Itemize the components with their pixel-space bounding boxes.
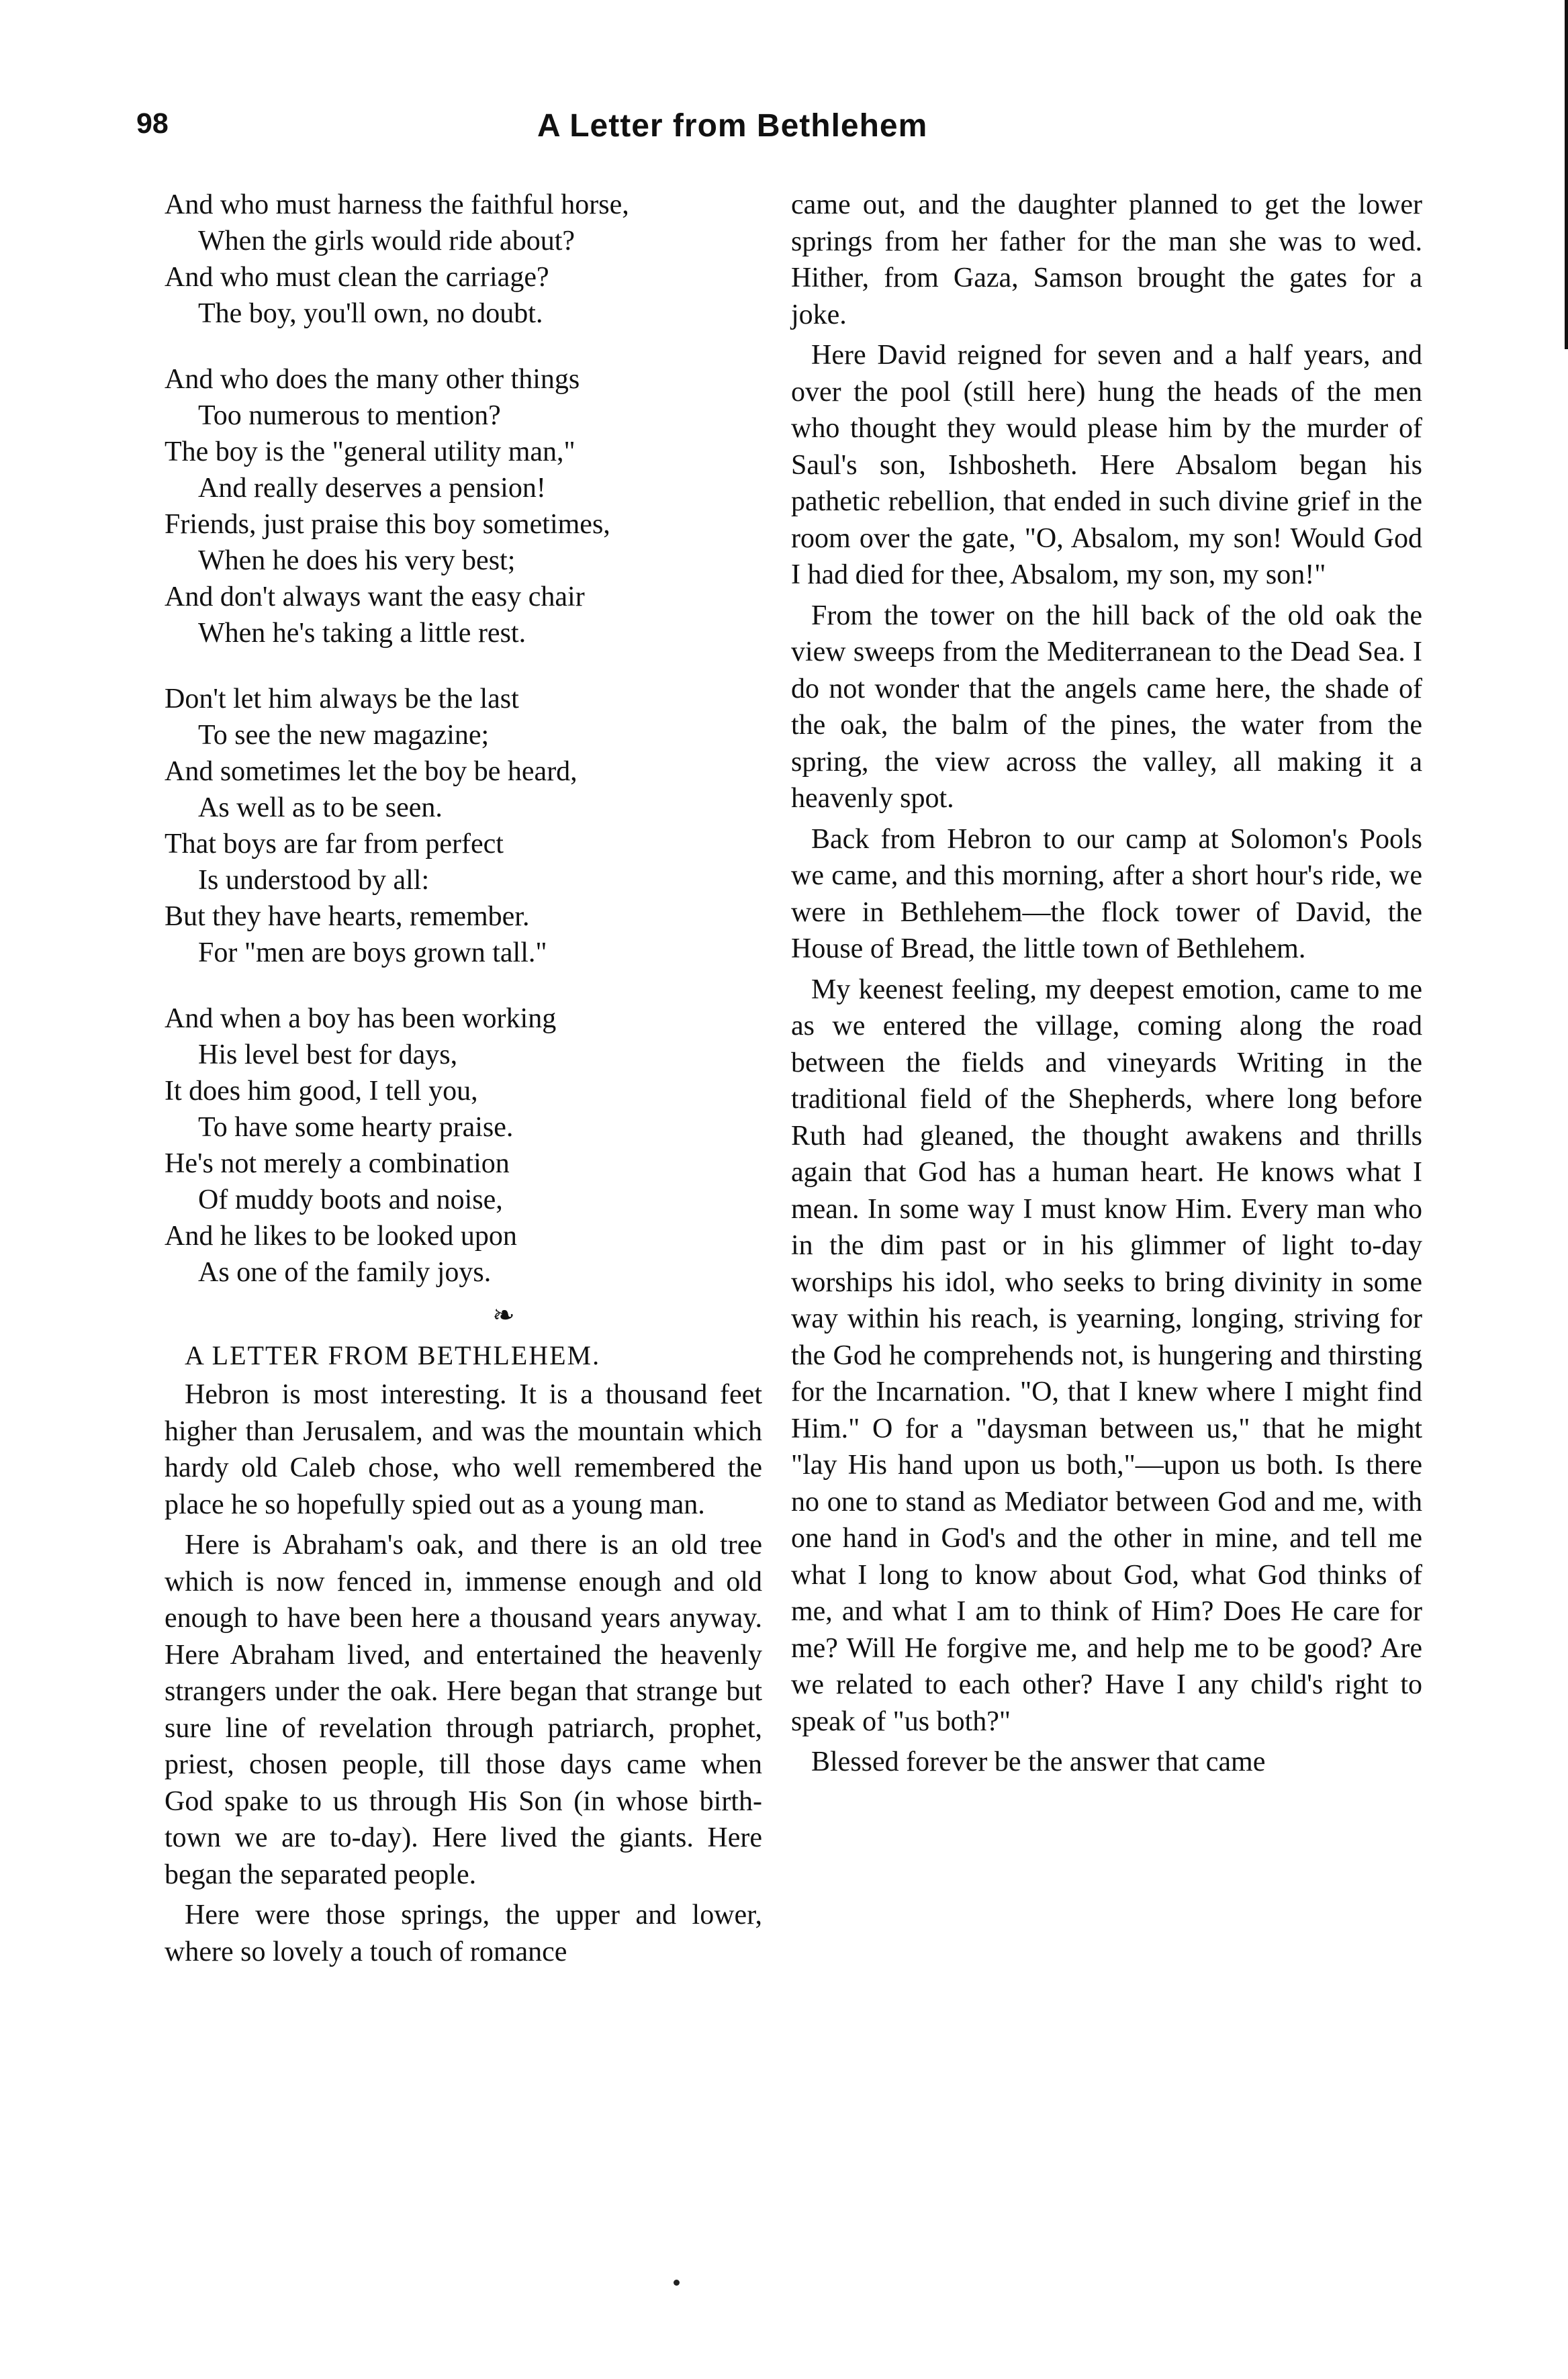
scan-edge-divider [1565,0,1568,349]
left-column [165,187,762,1974]
poem-line: Is understood by all: [198,865,430,896]
article-paragraph: Blessed forever be the answer that came [811,1746,1266,1777]
poem-line: And don't always want the easy chair [165,581,585,612]
poem-line: As one of the family joys. [198,1257,492,1288]
poem-line: The boy, you'll own, no doubt. [198,298,543,329]
article-title: A LETTER FROM BETHLEHEM. [185,1340,601,1370]
poem-stanza [165,187,762,332]
poem-line: As well as to be seen. [198,792,443,823]
poem-line: To have some hearty praise. [198,1112,514,1143]
poem-line: For "men are boys grown tall." [198,937,547,968]
running-title: A Letter from Bethlehem [537,108,928,144]
article-paragraph: Here David reigned for seven and a half years, and over the pool (still here) hung the heads of the men who thought they would please him by the murder of Saul's son, Ishbosheth. Here Absalom began his pathetic rebellion, that ended in such divine grief in the room over the gate, "O, Absalom, my son! Would God I had died for thee, Absalom, my son, my son!" [791,340,1422,590]
article-paragraph: Here is Abraham's oak, and there is an old tree which is now fenced in, immense enough and old enough to have been here a thousand years anyway. Here Abraham lived, and entertained the heavenly strangers under the oak. Here began that strange but sure line of revelation through patriarch, prophet, priest, chosen people, till those days came when God spake to us through His Son (in whose birth-town we are to-day). Here lived the giants. Here began the separated people. [165,1530,762,1890]
article-paragraph: came out, and the daughter planned to get the lower springs from her father for the man she was to wed. Hither, from Gaza, Samson brought the gates for a joke. [791,189,1422,330]
poem-stanza [165,1000,762,1291]
poem-line: His level best for days, [198,1039,458,1070]
poem-line: And really deserves a pension! [198,473,546,504]
poem-stanza [165,361,762,651]
poem-line: The boy is the "general utility man," [165,436,575,467]
poem-line: When he does his very best; [198,545,516,576]
article-paragraph: Back from Hebron to our camp at Solomon's Pools we came, and this morning, after a short hour's ride, we were in Bethlehem—the flock tower of David, the House of Bread, the little town of Bethlehem. [791,823,1422,964]
poem-line: When the girls would ride about? [198,226,575,256]
article-paragraph: Hebron is most interesting. It is a thousand feet higher than Jerusalem, and was the mountain which hardy old Caleb chose, who well remembered the place he so hopefully spied out as a young man. [165,1379,762,1520]
poem-line: And when a boy has been working [165,1003,557,1034]
poem-line: Don't let him always be the last [165,684,519,714]
poem-line: And he likes to be looked upon [165,1221,517,1252]
poem-line: He's not merely a combination [165,1148,510,1179]
article-paragraph: From the tower on the hill back of the old oak the view sweeps from the Mediterranean to the Dead Sea. I do not wonder that the angels came here, the shade of the oak, the balm of the pines, the water from the spring, the view across the valley, all making it a heavenly spot. [791,600,1422,814]
poem-line: Too numerous to mention? [198,400,501,431]
article-paragraph: My keenest feeling, my deepest emotion, came to me as we entered the village, coming along the road between the fields and vineyards Writing in the traditional field of the Shepherds, where long before Ruth had gleaned, the thought awakens and thrills again that God has a human heart. He knows what I mean. In some way I must know Him. Every man who in the dim past or in his glimmer of light to-day worships his idol, who seeks to bring divinity in some way within his reach, is yearning, longing, striving for the God he comprehends not, is hungering and thirsting for the Incarnation. "O, that I knew where I might find Him." O for a "daysman between us," that he might "lay His hand upon us both,"—upon us both. Is there no one to stand as Mediator between God and me, with one hand in God's and the other in mine, and tell me what I long to know about God, what God thinks of me, and what I am to think of Him? Does He care for me? Will He forgive me, and help me to be good? Are we related to each other? Have I any child's right to speak of "us both?" [791,974,1422,1737]
poem-line: Of muddy boots and noise, [198,1184,503,1215]
poem-line: But they have hearts, remember. [165,901,530,932]
poem-line: Friends, just praise this boy sometimes, [165,509,610,540]
page-number: 98 [136,107,169,140]
poem-line: It does him good, I tell you, [165,1076,478,1107]
poem-line: And who must clean the carriage? [165,262,549,293]
poem-line: To see the new magazine; [198,720,490,751]
article-paragraph: Here were those springs, the upper and lower, where so lovely a touch of romance [165,1900,762,1967]
poem-line: And sometimes let the boy be heard, [165,756,578,787]
poem-line: When he's taking a little rest. [198,618,526,649]
poem-line: That boys are far from perfect [165,829,504,859]
poem-stanza [165,681,762,971]
ornament-icon: ❧ [492,1300,515,1330]
scan-speck [674,2280,680,2286]
right-column [791,187,1422,1785]
poem-line: And who must harness the faithful horse, [165,189,629,220]
poem [165,187,762,1291]
poem-line: And who does the many other things [165,364,580,395]
